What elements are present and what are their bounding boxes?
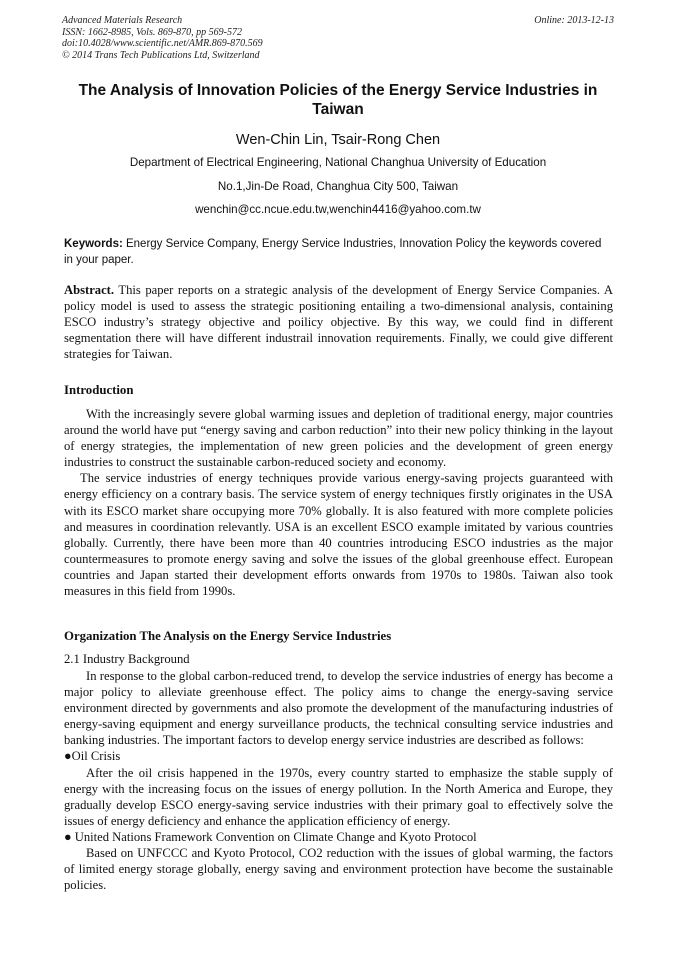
- journal-header: [62, 15, 614, 61]
- introduction-paragraph-2: The service industries of energy techniques provide various energy-saving projects guaranteed with energy efficiency on a contrary basis. The service system of energy techniques firstly originates in the USA with its ESCO market share occupying more 70% globally. It is also featured with more complete policies and measures in coordination relevantly. USA is an excellent ESCO example imitated by various countries globally. Currently, there have been more than 40 countries introducing ESCO industries as the major countermeasures to promote energy saving and solve the issues of the global greenhouse effect. European countries and Japan started their development efforts onwards from 1970s to 1980s. Taiwan also took measures in this field from 1990s.: [64, 471, 613, 599]
- keywords-label: Keywords:: [64, 238, 123, 250]
- abstract: [64, 282, 613, 362]
- keywords-text: Energy Service Company, Energy Service Industries, Innovation Policy the keywords covered in your paper.: [64, 238, 602, 266]
- bullet-unfccc: ● United Nations Framework Convention on Climate Change and Kyoto Protocol: [64, 829, 477, 844]
- subsection-heading: 2.1 Industry Background: [64, 652, 190, 666]
- abstract-label: Abstract.: [64, 283, 115, 297]
- abstract-text: This paper reports on a strategic analysis of the development of Energy Service Companies. A policy model is used to assess the strategic positioning entailing a two-dimensional analysis, containing ESCO industry’s strategy objective and poilicy objective. By this way, we could find in different segmentation there will have different industrail innovation requirements. Finally, we could give different strategies for Taiwan.: [64, 283, 613, 362]
- background-paragraph-1: In response to the global carbon-reduced trend, to develop the service industries of energy has become a major policy to alleviate greenhouse effect. The policy aims to change the energy-saving service environment directed by governments and also promote the development of the manufacturing industries of energy-saving equipment and energy surveillance products, the technical consulting service industries and banking industries. The important factors to develop energy service industries are described as follows:: [64, 669, 613, 748]
- background-paragraph-2: After the oil crisis happened in the 1970s, every country started to emphasize the stable supply of energy with the increasing focus on the issues of energy pollution. In the North America and Europe, they gradually develop ESCO energy-saving service industries with their primary goal to effectively solve the issues of energy deficiency and enhance the application efficiency of energy.: [64, 765, 613, 828]
- introduction-paragraph-1: With the increasingly severe global warming issues and depletion of traditional energy, major countries around the world have put “energy saving and carbon reduction” into their new policy thinking in the layout of energy strategies, the implementation of new green policies and the development of green energy industries to construct the sustainable carbon-reduced society and economy.: [64, 407, 613, 470]
- online-date: Online: 2013-12-13: [534, 15, 614, 26]
- keywords: [64, 236, 613, 268]
- background-paragraph-3: Based on UNFCCC and Kyoto Protocol, CO2 reduction with the issues of global warming, the factors of limited energy storage globally, energy saving and environment protection have become the sustainable policies.: [64, 846, 613, 893]
- paper-title: The Analysis of Innovation Policies of the Energy Service Industries in Taiwan: [78, 82, 598, 118]
- journal-name: Advanced Materials Research: [62, 15, 183, 26]
- journal-copyright: © 2014 Trans Tech Publications Ltd, Switzerland: [62, 49, 260, 61]
- affiliation-address: No.1,Jin-De Road, Changhua City 500, Taiwan: [217, 180, 459, 193]
- affiliation-email: wenchin@cc.ncue.edu.tw,wenchin4416@yahoo.com.tw: [195, 203, 481, 216]
- introduction-body: [64, 406, 613, 599]
- journal-doi: doi:10.4028/www.scientific.net/AMR.869-870.569: [62, 38, 263, 49]
- introduction-heading: Introduction: [64, 383, 134, 397]
- industry-background-body: [64, 668, 613, 893]
- journal-issn: ISSN: 1662-8985, Vols. 869-870, pp 569-572: [62, 26, 242, 38]
- paper-authors: Wen-Chin Lin, Tsair-Rong Chen: [235, 132, 441, 148]
- affiliation-department: Department of Electrical Engineering, National Changhua University of Education: [129, 156, 547, 169]
- organization-heading: Organization The Analysis on the Energy Service Industries: [64, 629, 392, 643]
- bullet-oil-crisis: ●Oil Crisis: [64, 749, 121, 764]
